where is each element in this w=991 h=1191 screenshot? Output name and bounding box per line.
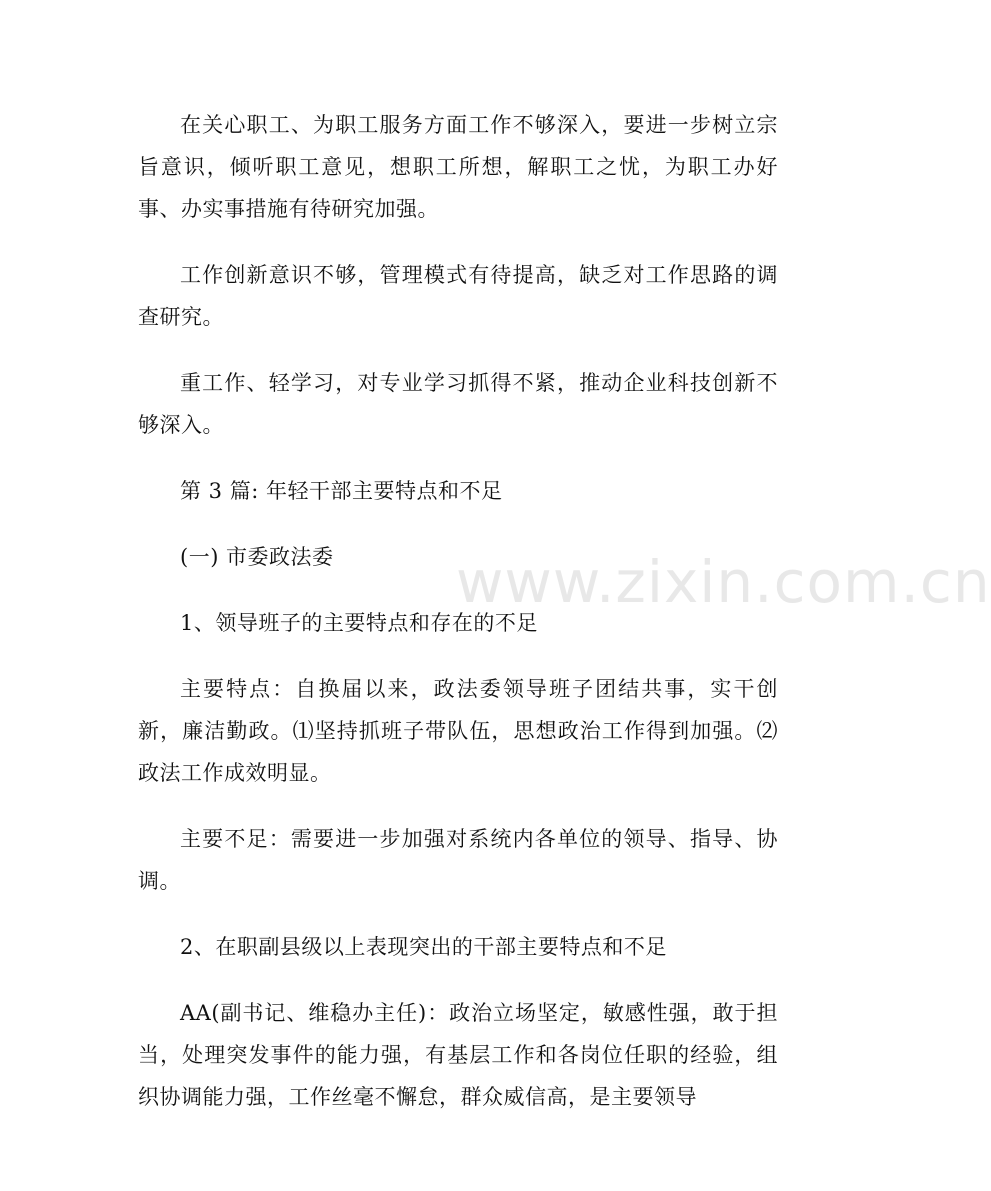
watermark: www.zixin.com.cn — [456, 548, 991, 616]
subsection-heading: (一) 市委政法委 — [180, 545, 334, 569]
paragraph-aa-profile: AA(副书记、维稳办主任)：政治立场坚定，敏感性强，敢于担当，处理突发事件的能力强，有基层工作和各岗位任职的经验，组织协调能力强，工作丝毫不懈怠，群众威信高，是主要领导 — [138, 1001, 778, 1109]
section-heading: 第 3 篇: 年轻干部主要特点和不足 — [180, 479, 503, 503]
paragraph-study: 重工作、轻学习，对专业学习抓得不紧，推动企业科技创新不够深入。 — [138, 371, 778, 437]
paragraph-main-features: 主要特点：自换届以来，政法委领导班子团结共事，实干创新，廉洁勤政。⑴坚持抓班子带队伍，思想政治工作得到加强。⑵政法工作成效明显。 — [138, 677, 778, 785]
document-body — [138, 104, 778, 1142]
paragraph-main-shortcomings: 主要不足：需要进一步加强对系统内各单位的领导、指导、协调。 — [138, 827, 778, 893]
item-heading-2: 2、在职副县级以上表现突出的干部主要特点和不足 — [180, 935, 667, 959]
item-heading-1: 1、领导班子的主要特点和存在的不足 — [180, 611, 538, 635]
paragraph-staff-care: 在关心职工、为职工服务方面工作不够深入，要进一步树立宗旨意识，倾听职工意见，想职工所想，解职工之忧，为职工办好事、办实事措施有待研究加强。 — [138, 113, 778, 221]
paragraph-innovation: 工作创新意识不够，管理模式有待提高，缺乏对工作思路的调查研究。 — [138, 263, 778, 329]
